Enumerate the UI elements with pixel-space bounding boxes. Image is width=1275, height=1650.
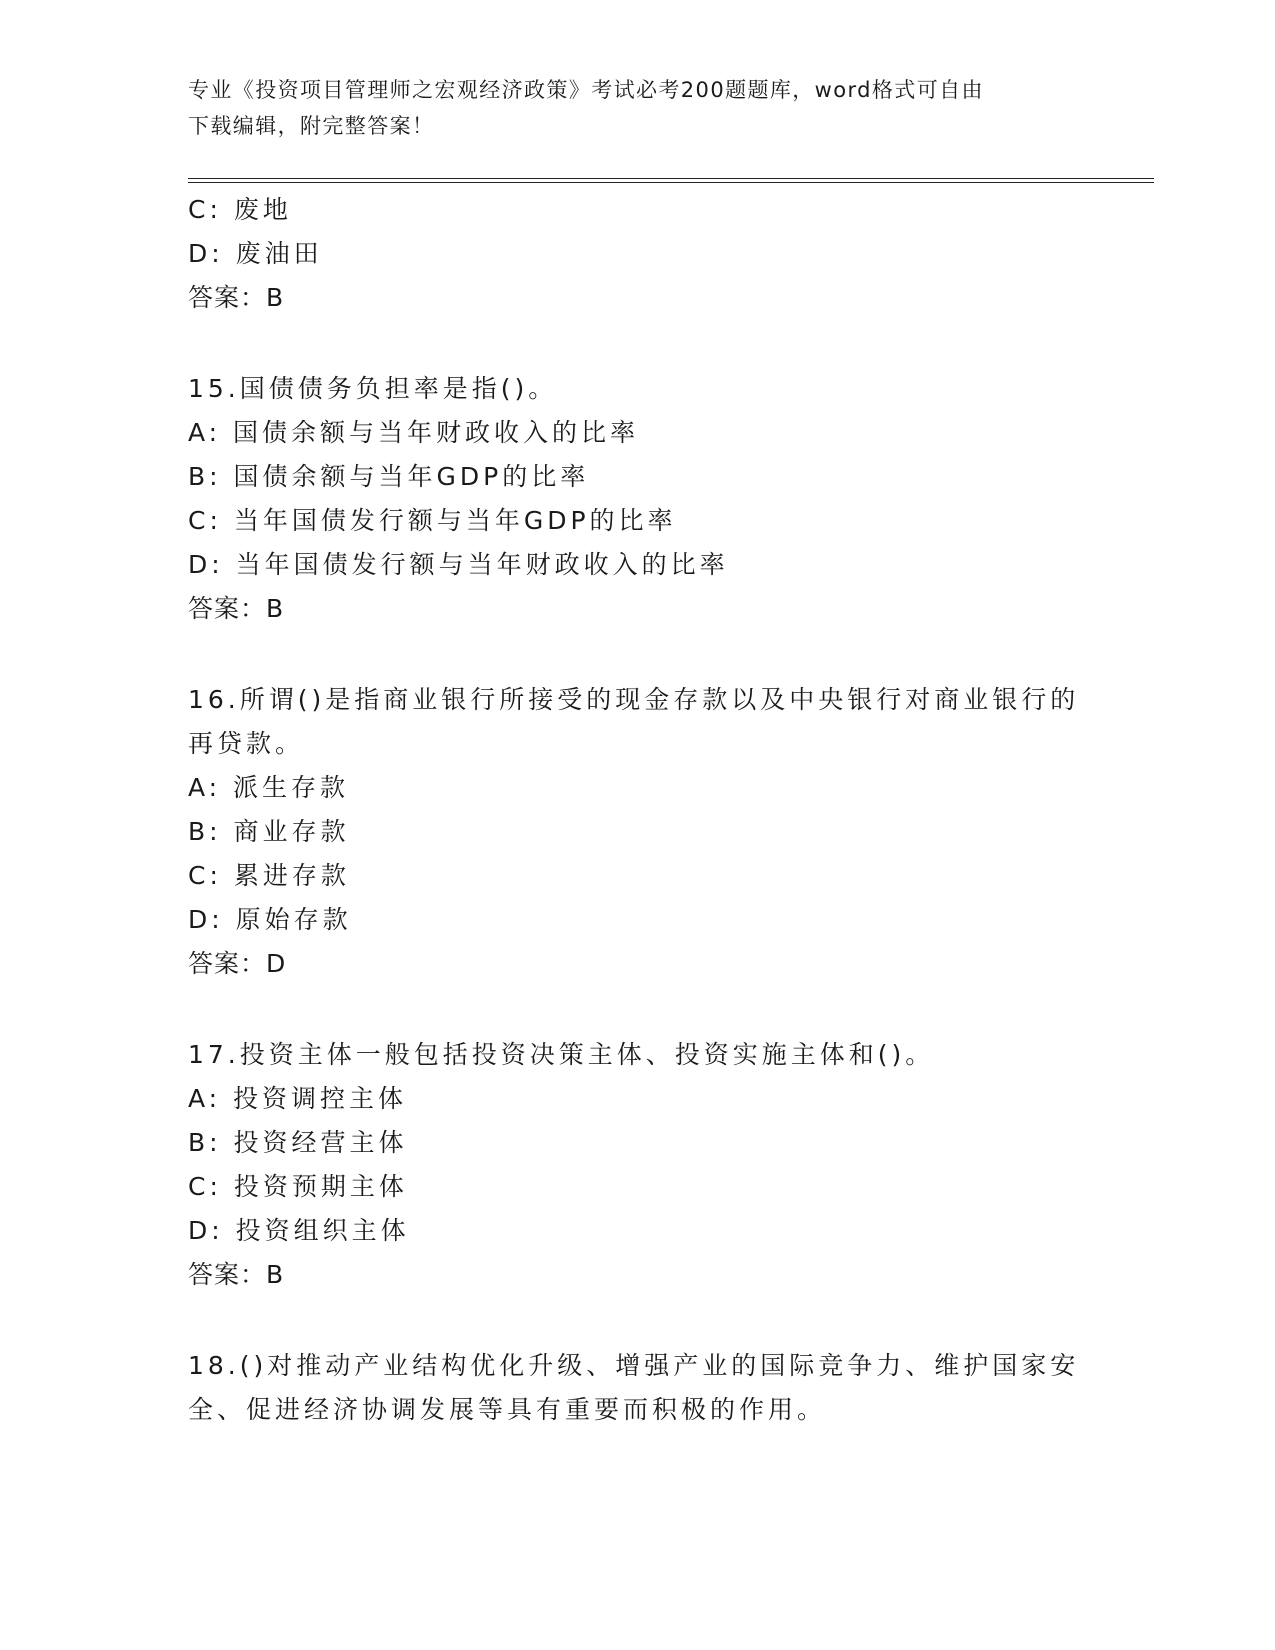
q15-option-b: B: 国债余额与当年GDP的比率 xyxy=(188,462,590,491)
header-divider-bottom xyxy=(188,182,1154,183)
q16-stem-line-1: 16.所谓()是指商业银行所接受的现金存款以及中央银行对商业银行的 xyxy=(188,685,1080,714)
q15-option-a: A: 国债余额与当年财政收入的比率 xyxy=(188,418,640,447)
q15-option-d: D: 当年国债发行额与当年财政收入的比率 xyxy=(188,550,729,579)
q14-answer: 答案：B xyxy=(188,283,285,312)
header-line-2: 下载编辑，附完整答案！ xyxy=(188,114,435,138)
q17-option-d: D: 投资组织主体 xyxy=(188,1216,410,1245)
q16-answer: 答案：D xyxy=(188,949,287,978)
q17-option-a: A: 投资调控主体 xyxy=(188,1084,408,1113)
document-header xyxy=(188,72,1068,144)
q16-option-b: B: 商业存款 xyxy=(188,817,350,846)
q17-stem: 17.投资主体一般包括投资决策主体、投资实施主体和()。 xyxy=(188,1040,935,1069)
q15-option-c: C: 当年国债发行额与当年GDP的比率 xyxy=(188,506,677,535)
q16-option-d: D: 原始存款 xyxy=(188,905,352,934)
q16-option-c: C: 累进存款 xyxy=(188,861,350,890)
q18-stem-line-2: 全、促进经济协调发展等具有重要而积极的作用。 xyxy=(188,1395,827,1424)
q14-option-d: D: 废油田 xyxy=(188,239,323,268)
q15-answer: 答案：B xyxy=(188,594,285,623)
q18-stem-line-1: 18.()对推动产业结构优化升级、增强产业的国际竞争力、维护国家安 xyxy=(188,1351,1080,1380)
header-divider-top xyxy=(188,178,1154,179)
q14-option-c: C: 废地 xyxy=(188,195,292,224)
q17-option-b: B: 投资经营主体 xyxy=(188,1128,408,1157)
q16-option-a: A: 派生存款 xyxy=(188,773,350,802)
q15-stem: 15.国债债务负担率是指()。 xyxy=(188,374,558,403)
q17-answer: 答案：B xyxy=(188,1260,285,1289)
q16-stem-line-2: 再贷款。 xyxy=(188,729,305,758)
header-line-1: 专业《投资项目管理师之宏观经济政策》考试必考200题题库，word格式可自由 xyxy=(188,78,984,102)
q17-option-c: C: 投资预期主体 xyxy=(188,1172,408,1201)
